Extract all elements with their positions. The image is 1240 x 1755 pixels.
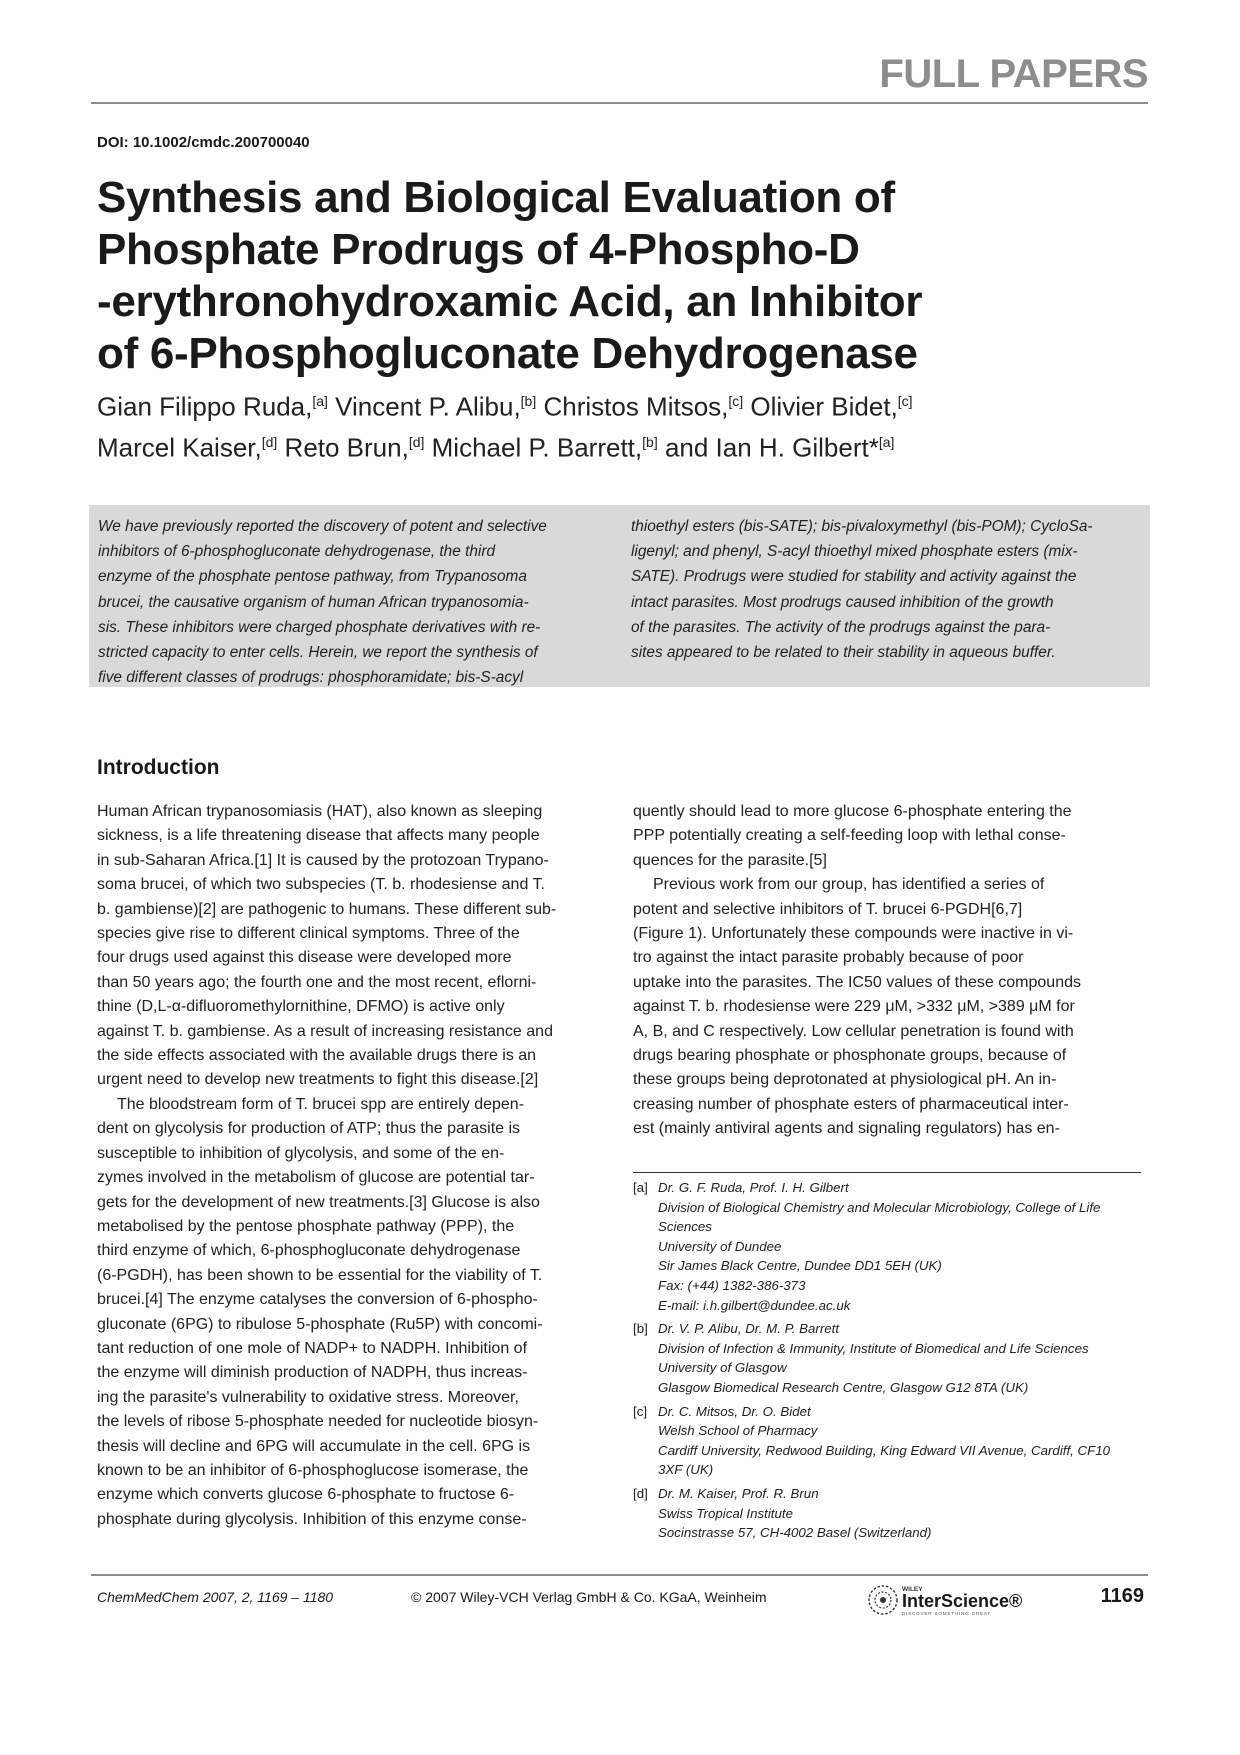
- abstract-line: of the parasites. The activity of the prodrugs against the para-: [631, 618, 1051, 636]
- abstract-left-column: [98, 514, 608, 690]
- affiliations-rule: [633, 1172, 1141, 1173]
- affiliation-entry: [633, 1402, 1143, 1480]
- body-column-right: [633, 800, 1143, 1142]
- abstract-box: [89, 505, 1150, 687]
- body-line: quences for the parasite.[5]: [633, 851, 827, 869]
- body-line: against T. b. gambiense. As a result of increasing resistance and: [97, 1022, 553, 1040]
- body-line: enzyme which converts glucose 6-phosphate to fructose 6-: [97, 1486, 515, 1504]
- affiliation-line: Cardiff University, Redwood Building, King Edward VII Avenue, Cardiff, CF10: [658, 1442, 1111, 1458]
- affiliation-line: Dr. G. F. Ruda, Prof. I. H. Gilbert: [658, 1180, 849, 1195]
- body-line: The bloodstream form of T. brucei spp are entirely depen-: [117, 1095, 525, 1113]
- body-line: thesis will decline and 6PG will accumulate in the cell. 6PG is: [97, 1437, 531, 1455]
- abstract-line: five different classes of prodrugs: phosphoramidate; bis-S-acyl: [98, 669, 524, 687]
- body-line: in sub-Saharan Africa.[1] It is caused by the protozoan Trypano-: [97, 851, 549, 869]
- body-line: species give rise to different clinical symptoms. Three of the: [97, 925, 520, 943]
- body-line: potent and selective inhibitors of T. brucei 6-PGDH[6,7]: [633, 900, 1023, 918]
- logo-tagline: DISCOVER SOMETHING GREAT: [902, 1611, 992, 1616]
- body-line: the side effects associated with the available drugs there is an: [97, 1047, 537, 1065]
- body-line: than 50 years ago; the fourth one and the most recent, eflorni-: [97, 973, 537, 991]
- affiliation-line: Sciences: [658, 1219, 712, 1235]
- title-line: Phosphate Prodrugs of 4-Phospho-D: [97, 225, 860, 274]
- affiliation-mark: [d]: [408, 433, 425, 450]
- body-line: b. gambiense)[2] are pathogenic to humans. These different sub-: [97, 900, 557, 918]
- author-name: Olivier Bidet,: [743, 391, 898, 422]
- affiliations: [633, 1178, 1143, 1547]
- author-list: [97, 384, 1157, 465]
- affiliation-mark: [b]: [642, 433, 658, 450]
- affiliation-line: Division of Infection & Immunity, Institute of Biomedical and Life Sciences: [658, 1340, 1089, 1356]
- body-line: gluconate (6PG) to ribulose 5-phosphate (Ru5P) with concomi-: [97, 1315, 543, 1333]
- body-line: brucei.[4] The enzyme catalyses the conversion of 6-phospho-: [97, 1291, 538, 1309]
- title-line: Synthesis and Biological Evaluation of: [97, 173, 895, 222]
- body-column-left: [97, 800, 607, 1532]
- author-name: Vincent P. Alibu,: [327, 391, 521, 422]
- body-line: uptake into the parasites. The IC50 values of these compounds: [633, 973, 1081, 991]
- body-line: sickness, is a life threatening disease that affects many people: [97, 827, 540, 845]
- affiliation-line: Dr. V. P. Alibu, Dr. M. P. Barrett: [658, 1321, 840, 1337]
- affiliation-line: Sir James Black Centre, Dundee DD1 5EH (UK): [658, 1258, 942, 1274]
- body-line: these groups being deprotonated at physiological pH. An in-: [633, 1071, 1057, 1089]
- interscience-logo[interactable]: [866, 1583, 1041, 1617]
- affiliation-line: 3XF (UK): [658, 1462, 714, 1478]
- abstract-right-column: [631, 514, 1141, 665]
- affiliation-line: Welsh School of Pharmacy: [658, 1423, 818, 1439]
- author-name: Marcel Kaiser,: [97, 432, 262, 463]
- abstract-line: sis. These inhibitors were charged phosphate derivatives with re-: [98, 618, 541, 636]
- affiliation-line: Swiss Tropical Institute: [658, 1505, 793, 1521]
- affiliation-mark: [a]: [312, 393, 328, 409]
- body-line: phosphate during glycolysis. Inhibition of this enzyme conse-: [97, 1510, 527, 1528]
- abstract-line: brucei, the causative organism of human African trypanosomia-: [98, 593, 529, 611]
- affiliation-entry: [633, 1178, 1143, 1315]
- affiliation-mark: [c]: [897, 393, 913, 409]
- body-line: creasing number of phosphate esters of pharmaceutical inter-: [633, 1095, 1069, 1113]
- affiliation-tag: [a]: [633, 1180, 648, 1195]
- affiliation-mark: [b]: [520, 393, 537, 409]
- affiliation-line: Division of Biological Chemistry and Molecular Microbiology, College of Life: [658, 1199, 1101, 1215]
- affiliation-line: Fax: (+44) 1382-386-373: [658, 1277, 806, 1293]
- affiliation-line: Glasgow Biomedical Research Centre, Glasgow G12 8TA (UK): [658, 1379, 1029, 1395]
- affiliation-line: Dr. C. Mitsos, Dr. O. Bidet: [658, 1403, 811, 1419]
- body-line: four drugs used against this disease were developed more: [97, 949, 512, 967]
- body-line: Human African trypanosomiasis (HAT), also known as sleeping: [97, 803, 543, 820]
- body-line: thine (D,L-α-difluoromethylornithine, DFMO) is active only: [97, 998, 505, 1016]
- abstract-line: stricted capacity to enter cells. Herein, we report the synthesis of: [98, 644, 538, 662]
- author-line: [97, 425, 1157, 466]
- section-label: FULL PAPERS: [879, 52, 1148, 96]
- affiliation-line: Dr. M. Kaiser, Prof. R. Brun: [658, 1485, 819, 1501]
- body-line: (6-PGDH), has been shown to be essential for the viability of T.: [97, 1266, 543, 1284]
- abstract-line: ligenyl; and phenyl, S-acyl thioethyl mixed phosphate esters (mix-: [631, 543, 1078, 561]
- affiliation-entry: [633, 1319, 1143, 1397]
- body-line: dent on glycolysis for production of ATP; thus the parasite is: [97, 1120, 521, 1138]
- abstract-line: SATE). Prodrugs were studied for stability and activity against the: [631, 568, 1077, 586]
- affiliation-line: Socinstrasse 57, CH-4002 Basel (Switzerland): [658, 1525, 932, 1541]
- affiliation-entry: [633, 1484, 1143, 1543]
- abstract-line: enzyme of the phosphate pentose pathway, from Trypanosoma: [98, 568, 527, 586]
- abstract-line: thioethyl esters (bis-SATE); bis-pivaloxymethyl (bis-POM); CycloSa-: [631, 518, 1093, 535]
- body-line: known to be an inhibitor of 6-phosphoglucose isomerase, the: [97, 1461, 529, 1479]
- body-line: quently should lead to more glucose 6-phosphate entering the: [633, 803, 1072, 820]
- abstract-line: sites appeared to be related to their stability in aqueous buffer.: [631, 644, 1056, 662]
- body-line: urgent need to develop new treatments to fight this disease.[2]: [97, 1071, 539, 1089]
- author-name: Gian Filippo Ruda,: [97, 391, 313, 422]
- body-line: drugs bearing phosphate or phosphonate groups, because of: [633, 1047, 1067, 1065]
- globe-icon: [869, 1586, 897, 1614]
- author-name: Michael P. Barrett,: [424, 432, 643, 463]
- introduction-heading: Introduction: [97, 756, 220, 779]
- email-link[interactable]: E-mail: i.h.gilbert@dundee.ac.uk: [658, 1297, 851, 1313]
- logo-main-text: InterScience®: [902, 1591, 1023, 1611]
- affiliation-line: University of Glasgow: [658, 1360, 787, 1376]
- affiliation-mark: [c]: [728, 393, 744, 409]
- affiliation-tag: [b]: [633, 1321, 648, 1337]
- body-line: tro against the intact parasite probably because of poor: [633, 949, 1024, 967]
- body-line: (Figure 1). Unfortunately these compounds were inactive in vi-: [633, 925, 1074, 943]
- body-line: metabolised by the pentose phosphate pathway (PPP), the: [97, 1217, 515, 1235]
- copyright: © 2007 Wiley-VCH Verlag GmbH & Co. KGaA, Weinheim: [411, 1589, 767, 1605]
- affiliation-tag: [c]: [633, 1403, 648, 1419]
- affiliation-mark: [a]: [878, 433, 895, 450]
- body-line: gets for the development of new treatments.[3] Glucose is also: [97, 1193, 540, 1211]
- affiliation-mark: [d]: [261, 433, 278, 450]
- body-line: A, B, and C respectively. Low cellular penetration is found with: [633, 1022, 1074, 1040]
- author-name: and Ian H. Gilbert*: [657, 432, 879, 463]
- author-name: Christos Mitsos,: [536, 391, 729, 422]
- body-line: third enzyme of which, 6-phosphogluconate dehydrogenase: [97, 1242, 521, 1260]
- doi[interactable]: DOI: 10.1002/cmdc.200700040: [97, 134, 310, 151]
- abstract-line: intact parasites. Most prodrugs caused inhibition of the growth: [631, 593, 1054, 611]
- author-line: [97, 384, 1157, 425]
- author-name: Reto Brun,: [277, 432, 409, 463]
- affiliation-line: University of Dundee: [658, 1238, 782, 1254]
- body-line: susceptible to inhibition of glycolysis, and some of the en-: [97, 1144, 505, 1162]
- body-line: against T. b. rhodesiense were 229 μM, >332 μM, >389 μM for: [633, 998, 1075, 1016]
- logo-wiley-text: WILEY: [902, 1586, 923, 1593]
- abstract-line: inhibitors of 6-phosphogluconate dehydrogenase, the third: [98, 543, 496, 561]
- article-title: [97, 172, 1097, 380]
- body-line: the enzyme will diminish production of NADPH, thus increas-: [97, 1364, 528, 1382]
- body-line: ing the parasite's vulnerability to oxidative stress. Moreover,: [97, 1388, 519, 1406]
- journal-citation: ChemMedChem 2007, 2, 1169 – 1180: [97, 1589, 334, 1605]
- title-line: -erythronohydroxamic Acid, an Inhibitor: [97, 277, 923, 326]
- header-rule: [91, 102, 1148, 104]
- body-line: est (mainly antiviral agents and signaling regulators) has en-: [633, 1120, 1060, 1138]
- title-line: of 6-Phosphogluconate Dehydrogenase: [97, 329, 918, 378]
- body-line: tant reduction of one mole of NADP+ to NADPH. Inhibition of: [97, 1339, 528, 1357]
- abstract-line: We have previously reported the discovery of potent and selective: [98, 518, 547, 535]
- body-line: the levels of ribose 5-phosphate needed for nucleotide biosyn-: [97, 1413, 539, 1431]
- body-line: zymes involved in the metabolism of glucose are potential tar-: [97, 1169, 535, 1187]
- page-number: 1169: [1100, 1585, 1144, 1607]
- affiliation-tag: [d]: [633, 1485, 648, 1501]
- footer-rule: [91, 1574, 1148, 1576]
- body-line: Previous work from our group, has identified a series of: [653, 876, 1045, 894]
- body-line: PPP potentially creating a self-feeding loop with lethal conse-: [633, 827, 1066, 845]
- body-line: soma brucei, of which two subspecies (T. b. rhodesiense and T.: [97, 876, 545, 894]
